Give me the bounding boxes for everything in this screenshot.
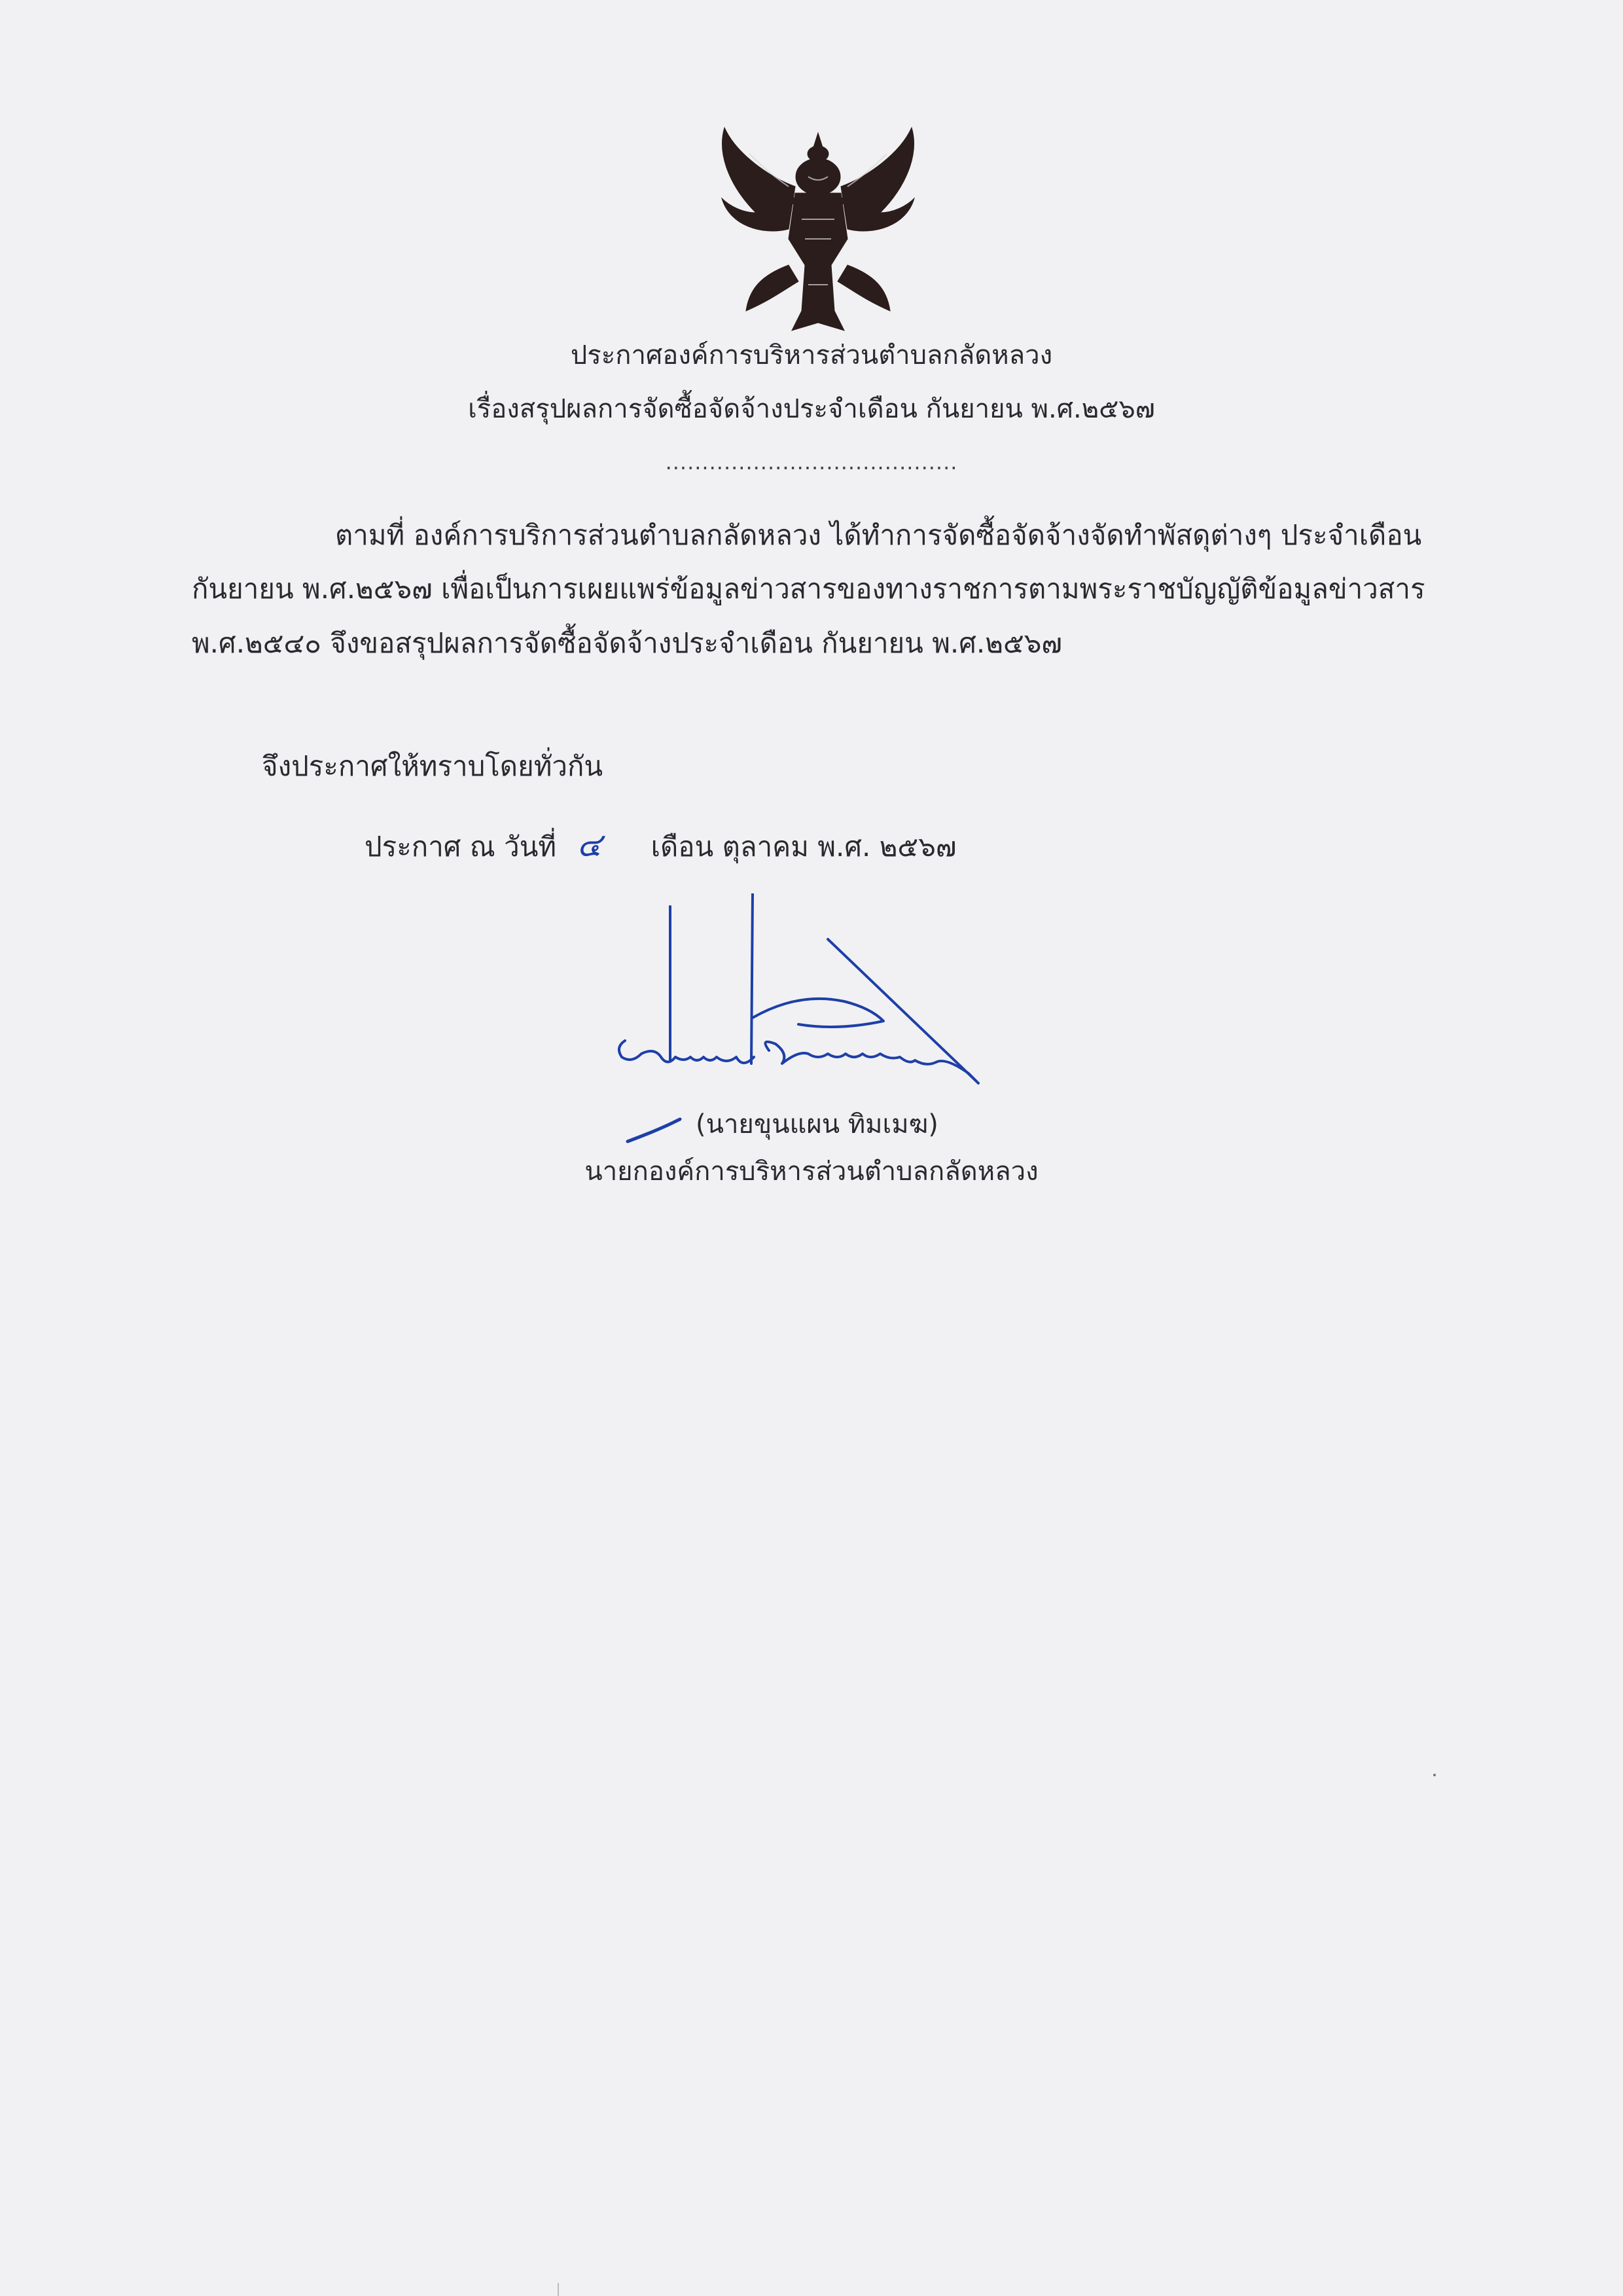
scan-edge-mark: [558, 2283, 559, 2296]
signer-title: นายกองค์การบริหารส่วนตำบลกลัดหลวง: [584, 1157, 1039, 1187]
date-prefix: ประกาศ ณ วันที่: [365, 831, 557, 863]
date-day-handwritten: ๔: [577, 826, 602, 864]
title-separator: ........................................: [665, 450, 958, 475]
body-line-1: ตามที่ องค์การบริการส่วนตำบลกลัดหลวง ได้ทำการจัดซื้อจัดจ้างจัดทำพัสดุต่างๆ ประจำเดือน: [335, 519, 1422, 551]
body-line-2: กันยายน พ.ศ.๒๕๖๗ เพื่อเป็นการเผยแพร่ข้อมูลข่าวสารของทางราชการตามพระราชบัญญัติข้อมูลข่าวสาร: [192, 573, 1425, 605]
announcement-date: [365, 827, 956, 865]
document-subject: เรื่องสรุปผลการจัดซื้อจัดจ้างประจำเดือน กันยายน พ.ศ.๒๕๖๗: [468, 394, 1155, 424]
scan-speck: [1433, 1774, 1436, 1776]
garuda-emblem-icon: [710, 115, 926, 334]
body-line-3: พ.ศ.๒๕๔๐ จึงขอสรุปผลการจัดซื้อจัดจ้างประจำเดือน กันยายน พ.ศ.๒๕๖๗: [192, 627, 1062, 659]
announcement-text: จึงประกาศให้ทราบโดยทั่วกัน: [262, 750, 603, 782]
date-suffix: เดือน ตุลาคม พ.ศ. ๒๕๖๗: [651, 831, 957, 863]
signature-tick-mark: [625, 1113, 684, 1145]
document-title: ประกาศองค์การบริหารส่วนตำบลกลัดหลวง: [570, 340, 1053, 370]
signer-name: (นายขุนแผน ทิมเมฆ): [696, 1109, 938, 1139]
